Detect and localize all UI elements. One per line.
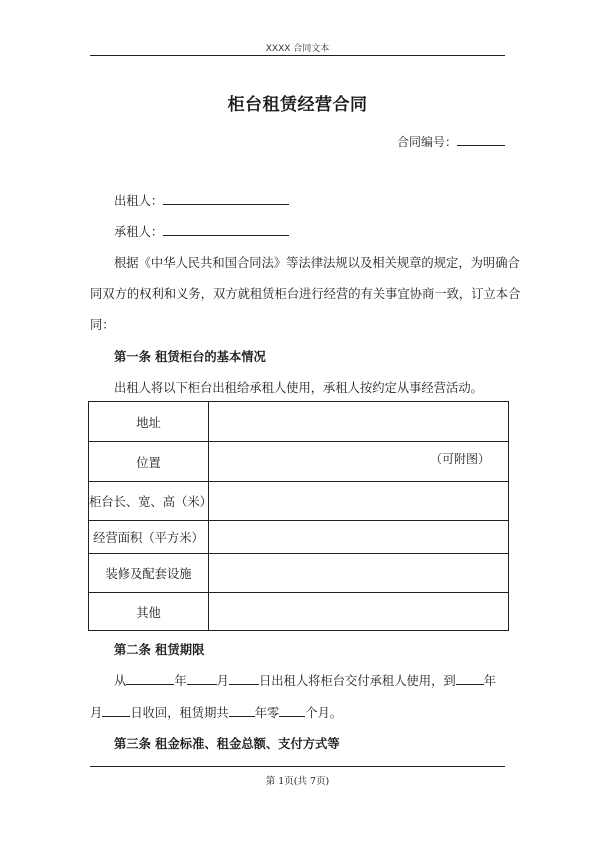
term-years-blank[interactable] [229,704,255,717]
table-row [89,521,509,554]
table-row [89,442,509,482]
intro-line-2: 同双方的权利和义务，双方就租赁柜台进行经营的有关事宜协商一致，订立本合 [90,287,521,301]
table-row [89,554,509,593]
table-label-position: 位置 [89,442,209,482]
table-row [89,593,509,631]
term-end-year-label: 年 [483,674,497,688]
term-months-blank[interactable] [279,704,305,717]
lessee-blank[interactable] [163,223,289,236]
term-month-label: 月 [216,674,229,688]
lessee-label: 承租人： [114,225,164,239]
contract-number [380,133,505,150]
lessor-label: 出租人： [114,194,164,208]
article-1-heading: 第一条 租赁柜台的基本情况 [114,350,266,364]
contract-number-label: 合同编号： [396,135,457,149]
table-label-facilities: 装修及配套设施 [89,554,209,593]
attach-drawing-note: （可附图） [429,452,490,466]
term-from-label: 从 [114,674,127,688]
intro-line-3: 同： [90,318,115,332]
counter-info-table [88,401,509,631]
table-value-position[interactable] [209,442,509,482]
term-line-2 [90,703,342,721]
term-return-text: 日收回，租赁期共 [130,706,229,720]
document-title: 柜台租赁经营合同 [227,95,368,115]
table-value-dimensions[interactable] [209,482,509,521]
lessee-line [114,222,289,240]
contract-number-blank[interactable] [457,133,505,146]
end-day-blank[interactable] [102,704,130,717]
table-row [89,482,509,521]
table-value-other[interactable] [209,593,509,631]
term-handover-text: 日出租人将柜台交付承租人使用，到 [258,674,456,688]
start-month-blank[interactable] [187,672,217,685]
table-label-other: 其他 [89,593,209,631]
start-year-blank[interactable] [126,672,174,685]
table-label-area: 经营面积（平方米） [89,521,209,554]
term-months-label: 个月。 [305,706,343,720]
start-day-blank[interactable] [229,672,259,685]
table-value-address[interactable] [209,402,509,442]
term-end-month-label: 月 [90,706,103,720]
table-row [89,402,509,442]
lessor-line [114,191,289,209]
table-value-area[interactable] [209,521,509,554]
end-year-blank[interactable] [456,672,484,685]
page-footer: 第 1页(共 7页) [265,776,330,787]
term-line-1 [114,671,496,689]
term-year-zero-label: 年零 [254,706,280,720]
footer-divider [90,766,505,767]
table-label-address: 地址 [89,402,209,442]
term-year-label: 年 [174,674,187,688]
lessor-blank[interactable] [163,192,289,205]
article-1-text: 出租人将以下柜台出租给承租人使用，承租人按约定从事经营活动。 [114,381,483,395]
header-divider [90,55,505,56]
intro-line-1: 根据《中华人民共和国合同法》等法律法规以及相关规章的规定，为明确合 [114,256,520,270]
table-label-dimensions: 柜台长、宽、高（米） [89,482,209,521]
article-3-heading: 第三条 租金标准、租金总额、支付方式等 [114,737,340,751]
page-header: XXXX 合同文本 [265,44,330,54]
table-value-facilities[interactable] [209,554,509,593]
article-2-heading: 第二条 租赁期限 [114,643,205,657]
